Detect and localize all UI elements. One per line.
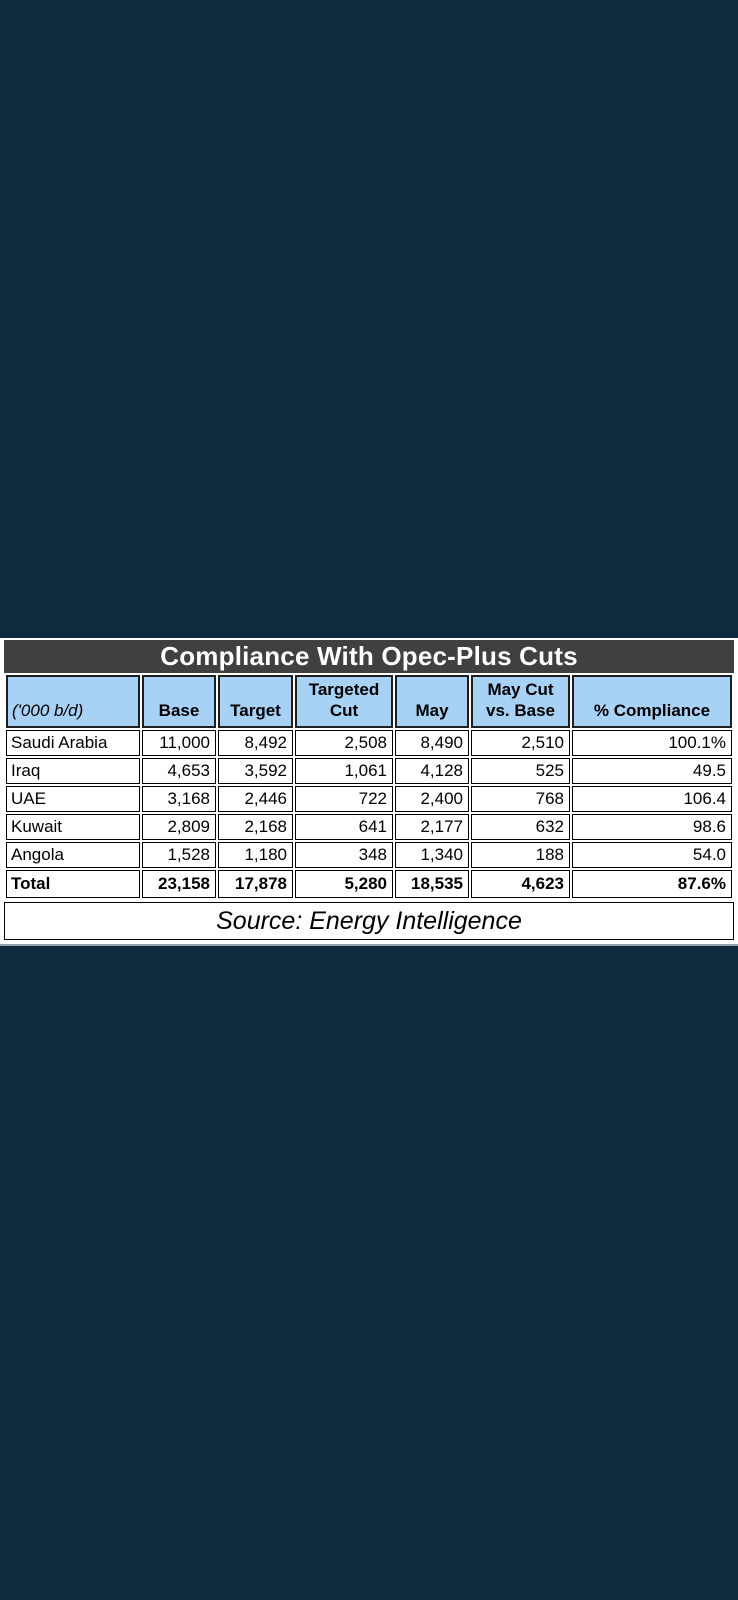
row-label: Saudi Arabia (6, 730, 140, 756)
cell-value: 5,280 (295, 870, 393, 898)
cell-value: 1,528 (142, 842, 216, 868)
column-header-unit: ('000 b/d) (6, 675, 140, 728)
cell-value: 98.6 (572, 814, 732, 840)
cell-value: 641 (295, 814, 393, 840)
cell-value: 525 (471, 758, 570, 784)
table-row (6, 758, 732, 784)
cell-value: 100.1% (572, 730, 732, 756)
cell-value: 8,492 (218, 730, 293, 756)
cell-value: 2,508 (295, 730, 393, 756)
header-row (6, 675, 732, 728)
row-label: Iraq (6, 758, 140, 784)
cell-value: 11,000 (142, 730, 216, 756)
cell-value: 2,177 (395, 814, 469, 840)
cell-value: 1,340 (395, 842, 469, 868)
cell-value: 348 (295, 842, 393, 868)
cell-value: 8,490 (395, 730, 469, 756)
cell-value: 49.5 (572, 758, 732, 784)
column-header: Base (142, 675, 216, 728)
cell-value: 2,400 (395, 786, 469, 812)
cell-value: 3,592 (218, 758, 293, 784)
column-header: May (395, 675, 469, 728)
cell-value: 768 (471, 786, 570, 812)
table-body (6, 730, 732, 898)
cell-value: 1,061 (295, 758, 393, 784)
cell-value: 17,878 (218, 870, 293, 898)
cell-value: 2,510 (471, 730, 570, 756)
cell-value: 106.4 (572, 786, 732, 812)
table-row (6, 730, 732, 756)
cell-value: 4,653 (142, 758, 216, 784)
column-header: % Compliance (572, 675, 732, 728)
cell-value: 2,168 (218, 814, 293, 840)
cell-value: 632 (471, 814, 570, 840)
table-row (6, 814, 732, 840)
cell-value: 4,128 (395, 758, 469, 784)
row-label: UAE (6, 786, 140, 812)
cell-value: 23,158 (142, 870, 216, 898)
total-row (6, 870, 732, 898)
cell-value: 188 (471, 842, 570, 868)
column-header: Targeted Cut (295, 675, 393, 728)
cell-value: 18,535 (395, 870, 469, 898)
cell-value: 4,623 (471, 870, 570, 898)
row-label: Angola (6, 842, 140, 868)
column-header: May Cut vs. Base (471, 675, 570, 728)
table-row (6, 842, 732, 868)
cell-value: 1,180 (218, 842, 293, 868)
row-label: Kuwait (6, 814, 140, 840)
table-title: Compliance With Opec-Plus Cuts (4, 640, 734, 673)
cell-value: 54.0 (572, 842, 732, 868)
table-row (6, 786, 732, 812)
cell-value: 3,168 (142, 786, 216, 812)
opec-compliance-table-panel (0, 638, 738, 946)
cell-value: 2,446 (218, 786, 293, 812)
cell-value: 87.6% (572, 870, 732, 898)
cell-value: 2,809 (142, 814, 216, 840)
opec-compliance-table (4, 673, 734, 900)
source-credit: Source: Energy Intelligence (4, 902, 734, 940)
column-header: Target (218, 675, 293, 728)
row-label: Total (6, 870, 140, 898)
cell-value: 722 (295, 786, 393, 812)
